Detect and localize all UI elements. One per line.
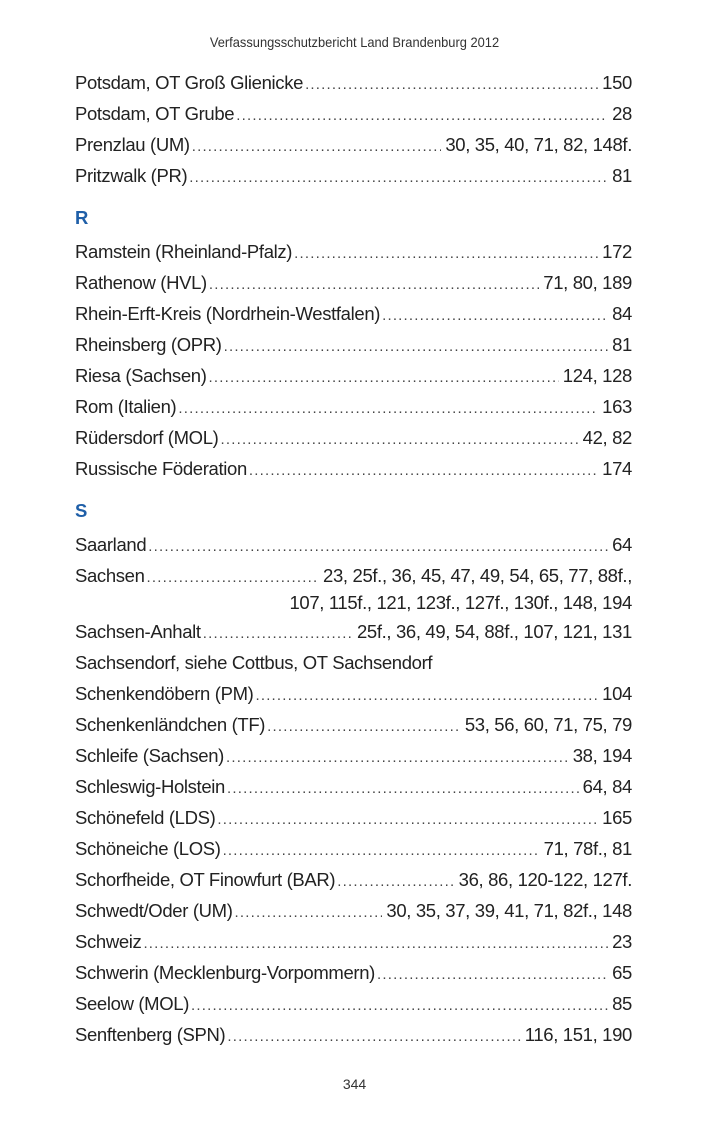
index-entry: [75, 743, 632, 774]
dot-leader: [377, 962, 608, 987]
entry-pages: 165: [602, 807, 632, 828]
index-entry: [75, 991, 632, 1022]
entry-pages: 30, 35, 40, 71, 82, 148f.: [445, 134, 632, 155]
entry-pages: 150: [602, 72, 632, 93]
index-entry: [75, 960, 632, 991]
entry-term: Rheinsberg (OPR): [75, 334, 222, 355]
dot-leader: [178, 396, 598, 421]
dot-leader: [189, 165, 608, 190]
index-entry: [75, 929, 632, 960]
index-entry: [75, 836, 632, 867]
entry-pages: 116, 151, 190: [524, 1024, 632, 1045]
running-header: Verfassungsschutzbericht Land Brandenburg 2012: [209, 34, 500, 50]
entry-pages: 71, 78f., 81: [543, 838, 632, 859]
dot-leader: [143, 931, 608, 956]
index-entry: [75, 805, 632, 836]
entry-term: Saarland: [75, 534, 147, 555]
entry-term: Schorfheide, OT Finowfurt (BAR): [75, 869, 336, 890]
entry-pages: 30, 35, 37, 39, 41, 71, 82f., 148: [386, 900, 632, 921]
index-entry: [75, 532, 632, 563]
index-entry: [75, 394, 632, 425]
entry-term: Schwedt/Oder (UM): [75, 900, 233, 921]
dot-leader: [217, 807, 598, 832]
entry-term: Schleife (Sachsen): [75, 745, 224, 766]
entry-pages: 81: [612, 334, 632, 355]
index-entry: [75, 712, 632, 743]
section-letter-r: R: [75, 207, 89, 228]
index-entry: [75, 425, 632, 456]
entry-term: Rüdersdorf (MOL): [75, 427, 219, 448]
dot-leader: [192, 134, 442, 159]
dot-leader: [220, 427, 578, 452]
index-entry: [75, 774, 632, 805]
dot-leader: [203, 621, 353, 646]
entry-pages: 124, 128: [562, 365, 632, 386]
entry-term: Riesa (Sachsen): [75, 365, 207, 386]
dot-leader: [294, 241, 598, 266]
entry-pages: 23, 25f., 36, 45, 47, 49, 54, 65, 77, 88f.,: [323, 565, 632, 586]
index-entry: [75, 1022, 632, 1053]
entry-term: Potsdam, OT Groß Glienicke: [75, 72, 304, 93]
dot-leader: [148, 534, 608, 559]
entry-term: Schönefeld (LDS): [75, 807, 216, 828]
section-letter-s: S: [75, 500, 88, 521]
index-entry: [75, 681, 632, 712]
entry-pages: 104: [602, 683, 632, 704]
entry-pages: 23: [612, 931, 632, 952]
entry-pages: 163: [602, 396, 632, 417]
index-entry: [75, 619, 632, 650]
entry-term: Pritzwalk (PR): [75, 165, 188, 186]
entry-pages-continued: 107, 115f., 121, 123f., 127f., 130f., 148, 194: [289, 592, 632, 613]
entry-term: Russische Föderation: [75, 458, 247, 479]
entry-term: Schweiz: [75, 931, 142, 952]
entry-pages: 64: [612, 534, 632, 555]
entry-pages: 25f., 36, 49, 54, 88f., 107, 121, 131: [356, 621, 632, 642]
entry-pages: 174: [602, 458, 632, 479]
entry-term: Sachsen: [75, 565, 145, 586]
entry-pages: 28: [612, 103, 632, 124]
entry-term: Potsdam, OT Grube: [75, 103, 235, 124]
entry-term: Schleswig-Holstein: [75, 776, 225, 797]
dot-leader: [191, 993, 608, 1018]
entry-term: Rom (Italien): [75, 396, 177, 417]
dot-leader: [223, 838, 540, 863]
dot-leader: [255, 683, 598, 708]
dot-leader: [236, 103, 608, 128]
place-index-list: [75, 70, 632, 1053]
dot-leader: [249, 458, 598, 483]
entry-pages: 65: [612, 962, 632, 983]
index-entry: [75, 363, 632, 394]
dot-leader: [227, 1024, 520, 1049]
entry-term: Sachsen-Anhalt: [75, 621, 201, 642]
dot-leader: [209, 365, 559, 390]
index-entry: [75, 301, 632, 332]
index-entry: [75, 867, 632, 898]
dot-leader: [224, 334, 609, 359]
index-entry: [75, 239, 632, 270]
entry-pages: 84: [612, 303, 632, 324]
dot-leader: [382, 303, 608, 328]
entry-term: Schenkenländchen (TF): [75, 714, 266, 735]
index-entry-multiline: [75, 563, 632, 619]
entry-term: Schwerin (Mecklenburg-Vorpommern): [75, 962, 375, 983]
entry-pages: 53, 56, 60, 71, 75, 79: [464, 714, 632, 735]
entry-pages: 81: [612, 165, 632, 186]
index-entry: [75, 898, 632, 929]
page-number: 344: [342, 1076, 367, 1092]
entry-term: Rathenow (HVL): [75, 272, 207, 293]
entry-pages: 36, 86, 120-122, 127f.: [458, 869, 632, 890]
index-entry: [75, 332, 632, 363]
dot-leader: [227, 776, 579, 801]
entry-pages: 38, 194: [572, 745, 632, 766]
entry-pages: 172: [602, 241, 632, 262]
entry-pages: 42, 82: [582, 427, 632, 448]
entry-term: Schöneiche (LOS): [75, 838, 221, 859]
entry-term: Schenkendöbern (PM): [75, 683, 254, 704]
index-entry: [75, 456, 632, 487]
entry-term: Sachsendorf, siehe Cottbus, OT Sachsendorf: [75, 652, 433, 673]
entry-term: Seelow (MOL): [75, 993, 190, 1014]
entry-pages: 64, 84: [582, 776, 632, 797]
index-entry: [75, 101, 632, 132]
index-entry: [75, 270, 632, 301]
dot-leader: [209, 272, 539, 297]
entry-term: Ramstein (Rheinland-Pfalz): [75, 241, 293, 262]
entry-term: Rhein-Erft-Kreis (Nordrhein-Westfalen): [75, 303, 381, 324]
index-entry: [75, 163, 632, 194]
entry-term: Senftenberg (SPN): [75, 1024, 226, 1045]
dot-leader: [147, 565, 320, 590]
entry-pages: 71, 80, 189: [543, 272, 632, 293]
entry-pages: 85: [612, 993, 632, 1014]
dot-leader: [267, 714, 461, 739]
dot-leader: [305, 72, 598, 97]
dot-leader: [235, 900, 383, 925]
dot-leader: [337, 869, 454, 894]
index-entry-crossref: [75, 650, 632, 681]
dot-leader: [226, 745, 569, 770]
index-entry: [75, 132, 632, 163]
entry-term: Prenzlau (UM): [75, 134, 190, 155]
index-entry: [75, 70, 632, 101]
